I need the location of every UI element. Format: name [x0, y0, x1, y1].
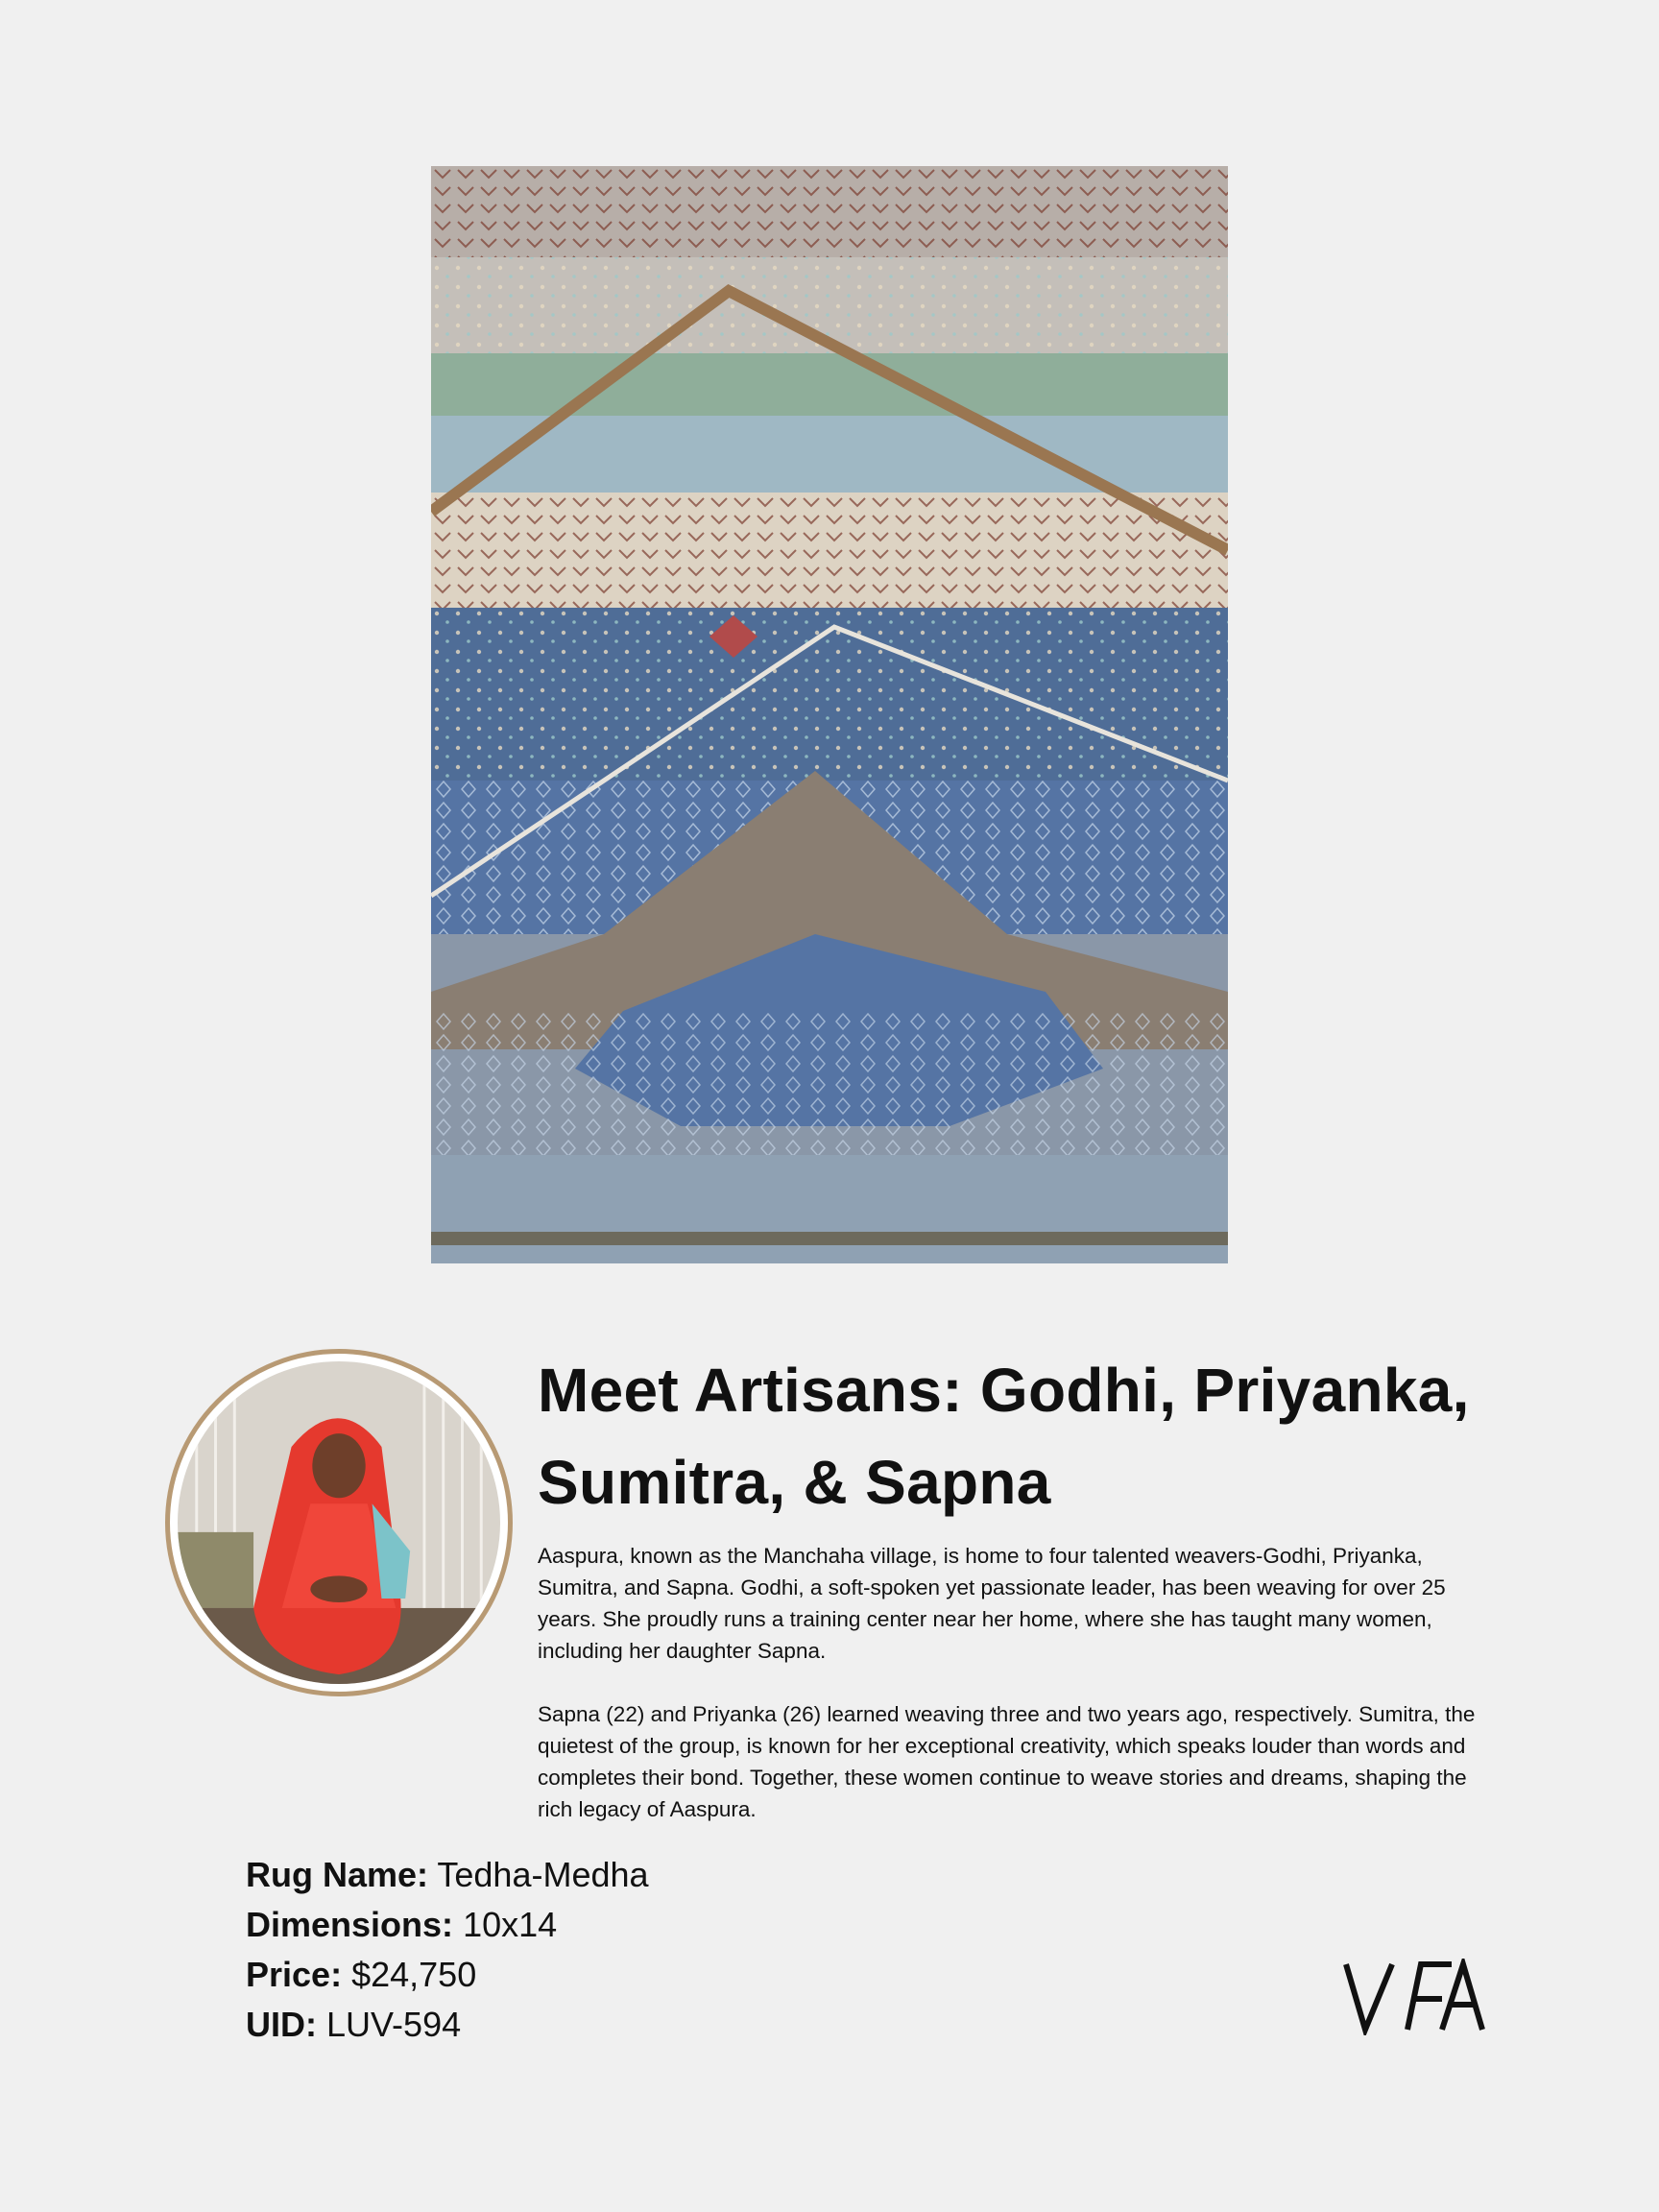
story-paragraph-2: Sapna (22) and Priyanka (26) learned weaving three and two years ago, respectively. Sumitra, the quietest of the group, is known for her exceptional creativity, which speaks louder than words and completes their bond. Together, these women continue to weave stories and dreams, shaping the rich legacy of Aaspura. [538, 1702, 1476, 1821]
spec-dimensions [246, 1900, 649, 1950]
uid-label: UID: [246, 2005, 317, 2044]
uid-value: LUV-594 [326, 2005, 462, 2044]
rug-image [431, 166, 1228, 1263]
dimensions-value: 10x14 [463, 1905, 558, 1944]
price-value: $24,750 [351, 1955, 477, 1994]
spec-uid [246, 2000, 649, 2050]
rug-specs [246, 1850, 649, 2050]
rug-name-value: Tedha-Medha [437, 1855, 649, 1894]
spec-price [246, 1950, 649, 2000]
price-label: Price: [246, 1955, 343, 1994]
story-paragraph-1: Aaspura, known as the Manchaha village, is home to four talented weavers-Godhi, Priyanka, Sumitra, and Sapna. Godhi, a soft-spoken yet passionate leader, has been weaving for over 25 years. She proudly runs a training center near her home, where she has taught many women, including her daughter Sapna. [538, 1544, 1446, 1663]
vfa-logo [1338, 1959, 1488, 2035]
rug-name-label: Rug Name: [246, 1855, 429, 1894]
spec-rug-name [246, 1850, 649, 1900]
artisans-story [538, 1540, 1498, 1857]
dimensions-label: Dimensions: [246, 1905, 454, 1944]
artisans-title: Meet Artisans: Godhi, Priyanka, Sumitra, & Sapna [538, 1356, 1470, 1517]
artisan-portrait [165, 1349, 513, 1696]
